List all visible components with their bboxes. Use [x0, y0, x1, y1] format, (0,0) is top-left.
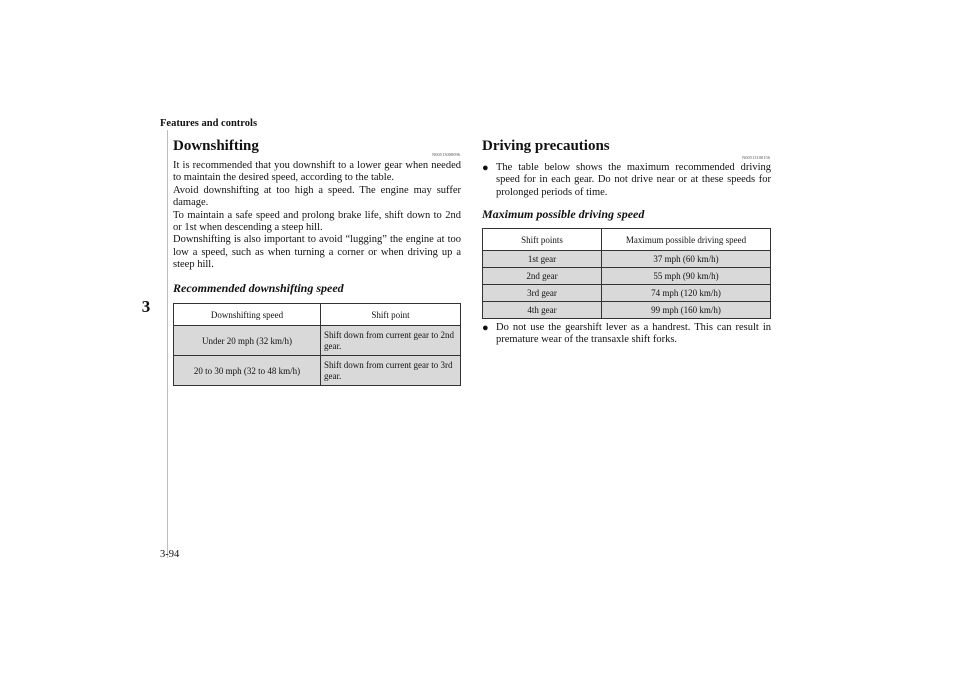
- max-speed-table: [482, 228, 771, 319]
- bullet-item: [482, 322, 771, 347]
- table-header-row: [483, 229, 771, 251]
- table-header-row: [174, 304, 461, 326]
- table-row: [174, 356, 461, 386]
- downshifting-table: [173, 303, 461, 386]
- table-cell: Under 20 mph (32 km/h): [174, 326, 321, 356]
- table-cell: 2nd gear: [483, 268, 602, 285]
- downshifting-title: Downshifting: [173, 138, 259, 154]
- chapter-tab: 3: [141, 297, 151, 316]
- table-cell: 20 to 30 mph (32 to 48 km/h): [174, 356, 321, 386]
- table-cell: 74 mph (120 km/h): [602, 285, 771, 302]
- bullet-icon: ●: [482, 322, 489, 334]
- table-header: Shift point: [321, 304, 461, 326]
- table-cell: 3rd gear: [483, 285, 602, 302]
- table-cell: 1st gear: [483, 251, 602, 268]
- table-header: Shift points: [483, 229, 602, 251]
- downshifting-body: [173, 160, 461, 272]
- table-cell: 37 mph (60 km/h): [602, 251, 771, 268]
- driving-precautions-code: N00513100156: [742, 155, 770, 160]
- running-header: Features and controls: [160, 118, 258, 129]
- table-row: [483, 285, 771, 302]
- bullet-item: [482, 162, 771, 199]
- table-cell: Shift down from current gear to 2nd gear.: [321, 326, 461, 356]
- table-header: Downshifting speed: [174, 304, 321, 326]
- downshifting-paragraph: Downshifting is also important to avoid “lugging” the engine at too low a speed, such as when turning a corner or when driving up a steep hill.: [173, 234, 461, 271]
- table-cell: Shift down from current gear to 3rd gear.: [321, 356, 461, 386]
- table-row: [483, 302, 771, 319]
- table-row: [483, 251, 771, 268]
- chapter-divider: [167, 130, 168, 558]
- table-cell: 99 mph (160 km/h): [602, 302, 771, 319]
- downshifting-paragraph: To maintain a safe speed and prolong brake life, shift down to 2nd or 1st when descending a steep hill.: [173, 209, 461, 234]
- table-cell: 4th gear: [483, 302, 602, 319]
- bullet-text: Do not use the gearshift lever as a handrest. This can result in premature wear of the transaxle shift forks.: [496, 322, 771, 346]
- table-cell: 55 mph (90 km/h): [602, 268, 771, 285]
- downshifting-paragraph: It is recommended that you downshift to a lower gear when needed to maintain the desired speed, according to the table.: [173, 160, 461, 184]
- driving-precautions-title: Driving precautions: [482, 138, 610, 154]
- table-row: [483, 268, 771, 285]
- table-row: [174, 326, 461, 356]
- downshifting-subtitle: Recommended downshifting speed: [173, 281, 344, 295]
- max-speed-subtitle: Maximum possible driving speed: [482, 207, 645, 221]
- table-header: Maximum possible driving speed: [602, 229, 771, 251]
- downshifting-paragraph: Avoid downshifting at too high a speed. The engine may suffer damage.: [173, 184, 461, 209]
- page-number: 3-94: [160, 549, 180, 560]
- downshifting-code: N00513000096: [432, 152, 460, 157]
- bullet-icon: ●: [482, 162, 489, 174]
- bullet-text: The table below shows the maximum recommended driving speed for in each gear. Do not drive near or at these speeds for prolonged periods of time.: [496, 162, 771, 198]
